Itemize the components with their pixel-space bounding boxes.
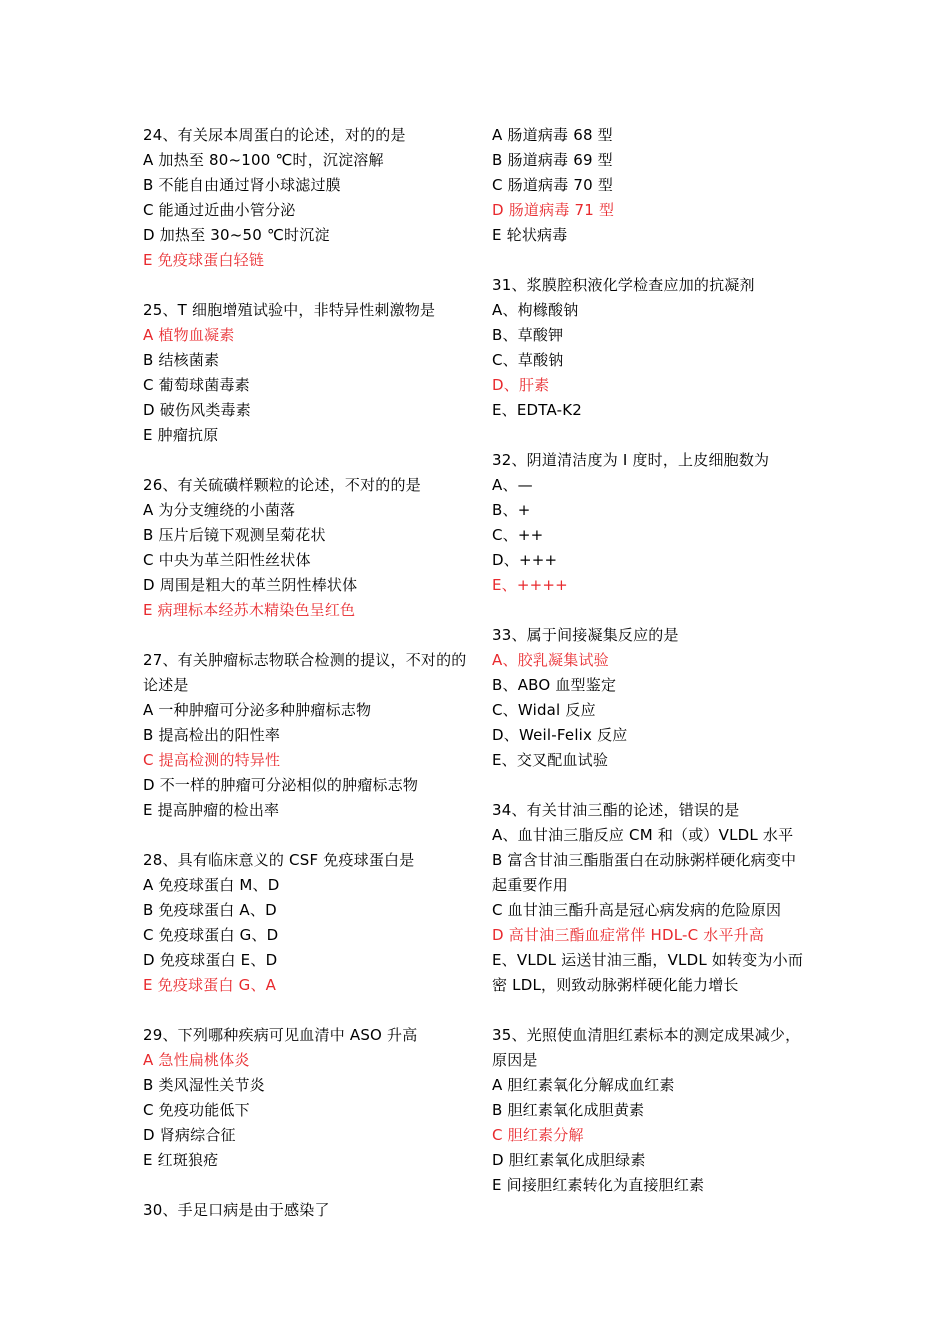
- answer-option: B 肠道病毒 69 型: [492, 151, 613, 169]
- answer-option: D 免疫球蛋白 E、D: [143, 951, 278, 969]
- question-stem: 28、具有临床意义的 CSF 免疫球蛋白是: [143, 851, 415, 869]
- question-stem: 25、T 细胞增殖试验中，非特异性刺激物是: [143, 301, 436, 319]
- answer-option: C 免疫球蛋白 G、D: [143, 926, 279, 944]
- answer-option: B 富含甘油三酯脂蛋白在动脉粥样硬化病变中起重要作用: [492, 851, 797, 894]
- right-column: [492, 123, 810, 1223]
- answer-option: E、交叉配血试验: [492, 751, 609, 769]
- answer-option: D 周围是粗大的革兰阴性棒状体: [143, 576, 358, 594]
- answer-option: D、Weil-Felix 反应: [492, 726, 628, 744]
- question-block: [143, 473, 473, 623]
- question-stem: 27、有关肿瘤标志物联合检测的提议，不对的的论述是: [143, 651, 467, 694]
- answer-option: A 加热至 80~100 ℃时，沉淀溶解: [143, 151, 384, 169]
- answer-option: D 胆红素氧化成胆绿素: [492, 1151, 646, 1169]
- question-block: [492, 448, 810, 598]
- answer-option: E、VLDL 运送甘油三酯，VLDL 如转变为小而密 LDL，则致动脉粥样硬化能力增长: [492, 951, 804, 994]
- answer-option: B、+: [492, 501, 531, 519]
- question-block: [492, 798, 810, 998]
- answer-option: E 肿瘤抗原: [143, 426, 219, 444]
- answer-option: C 中央为革兰阳性丝状体: [143, 551, 311, 569]
- correct-answer-option: E、++++: [492, 576, 568, 594]
- answer-option: E、EDTA-K2: [492, 401, 583, 419]
- correct-answer-option: E 病理标本经苏木精染色呈红色: [143, 601, 356, 619]
- answer-option: E 轮状病毒: [492, 226, 568, 244]
- answer-option: B、草酸钾: [492, 326, 564, 344]
- question-stem: 33、属于间接凝集反应的是: [492, 626, 679, 644]
- answer-option: E 红斑狼疮: [143, 1151, 219, 1169]
- question-block: [143, 1198, 473, 1223]
- correct-answer-option: D 高甘油三酯血症常伴 HDL-C 水平升高: [492, 926, 765, 944]
- answer-option: E 提高肿瘤的检出率: [143, 801, 280, 819]
- answer-option: B 类风湿性关节炎: [143, 1076, 265, 1094]
- question-stem: 26、有关硫磺样颗粒的论述，不对的的是: [143, 476, 421, 494]
- answer-option: E 间接胆红素转化为直接胆红素: [492, 1176, 705, 1194]
- correct-answer-option: A 植物血凝素: [143, 326, 235, 344]
- correct-answer-option: A、胶乳凝集试验: [492, 651, 609, 669]
- question-stem: 24、有关尿本周蛋白的论述，对的的是: [143, 126, 406, 144]
- answer-option: C 肠道病毒 70 型: [492, 176, 614, 194]
- answer-option: A 肠道病毒 68 型: [492, 126, 613, 144]
- question-block: [492, 1023, 810, 1198]
- correct-answer-option: E 免疫球蛋白轻链: [143, 251, 265, 269]
- question-stem: 35、光照使血清胆红素标本的测定成果减少，原因是: [492, 1026, 801, 1069]
- question-stem: 32、阴道清洁度为 I 度时，上皮细胞数为: [492, 451, 770, 469]
- answer-option: B 结核菌素: [143, 351, 220, 369]
- answer-option: B 胆红素氧化成胆黄素: [492, 1101, 645, 1119]
- correct-answer-option: D 肠道病毒 71 型: [492, 201, 615, 219]
- answer-option: B、ABO 血型鉴定: [492, 676, 617, 694]
- answer-option: A 胆红素氧化分解成血红素: [492, 1076, 675, 1094]
- answer-option: C、草酸钠: [492, 351, 564, 369]
- answer-option: A、—: [492, 476, 533, 494]
- answer-option: A、血甘油三脂反应 CM 和（或）VLDL 水平: [492, 826, 794, 844]
- answer-option: A 一种肿瘤可分泌多种肿瘤标志物: [143, 701, 372, 719]
- answer-option: B 提高检出的阳性率: [143, 726, 281, 744]
- question-block: [143, 848, 473, 998]
- question-block: [492, 273, 810, 423]
- question-stem: 34、有关甘油三酯的论述，错误的是: [492, 801, 740, 819]
- answer-option: C 能通过近曲小管分泌: [143, 201, 296, 219]
- question-block: [492, 623, 810, 773]
- left-column: [143, 123, 473, 1248]
- answer-option: B 不能自由通过肾小球滤过膜: [143, 176, 341, 194]
- correct-answer-option: C 提高检测的特异性: [143, 751, 281, 769]
- answer-option: C 血甘油三酯升高是冠心病发病的危险原因: [492, 901, 782, 919]
- answer-option: B 免疫球蛋白 A、D: [143, 901, 277, 919]
- question-stem: 30、手足口病是由于感染了: [143, 1201, 330, 1219]
- answer-option: A、枸橼酸钠: [492, 301, 579, 319]
- correct-answer-option: A 急性扁桃体炎: [143, 1051, 250, 1069]
- answer-option: C 免疫功能低下: [143, 1101, 250, 1119]
- correct-answer-option: C 胆红素分解: [492, 1126, 584, 1144]
- answer-option: B 压片后镜下观测呈菊花状: [143, 526, 326, 544]
- answer-option: A 为分支缠绕的小菌落: [143, 501, 296, 519]
- question-block: [143, 298, 473, 448]
- question-block: [143, 123, 473, 273]
- question-block: [143, 648, 473, 823]
- answer-option: C 葡萄球菌毒素: [143, 376, 250, 394]
- correct-answer-option: D、肝素: [492, 376, 550, 394]
- question-block: [143, 1023, 473, 1173]
- answer-option: D 加热至 30~50 ℃时沉淀: [143, 226, 330, 244]
- question-stem: 31、浆膜腔积液化学检查应加的抗凝剂: [492, 276, 755, 294]
- answer-option: D、+++: [492, 551, 558, 569]
- answer-option: C、Widal 反应: [492, 701, 596, 719]
- answer-option: D 破伤风类毒素: [143, 401, 251, 419]
- question-block: [492, 123, 810, 248]
- answer-option: A 免疫球蛋白 M、D: [143, 876, 280, 894]
- question-stem: 29、下列哪种疾病可见血清中 ASO 升高: [143, 1026, 418, 1044]
- answer-option: C、++: [492, 526, 544, 544]
- answer-option: D 肾病综合征: [143, 1126, 236, 1144]
- correct-answer-option: E 免疫球蛋白 G、A: [143, 976, 277, 994]
- answer-option: D 不一样的肿瘤可分泌相似的肿瘤标志物: [143, 776, 419, 794]
